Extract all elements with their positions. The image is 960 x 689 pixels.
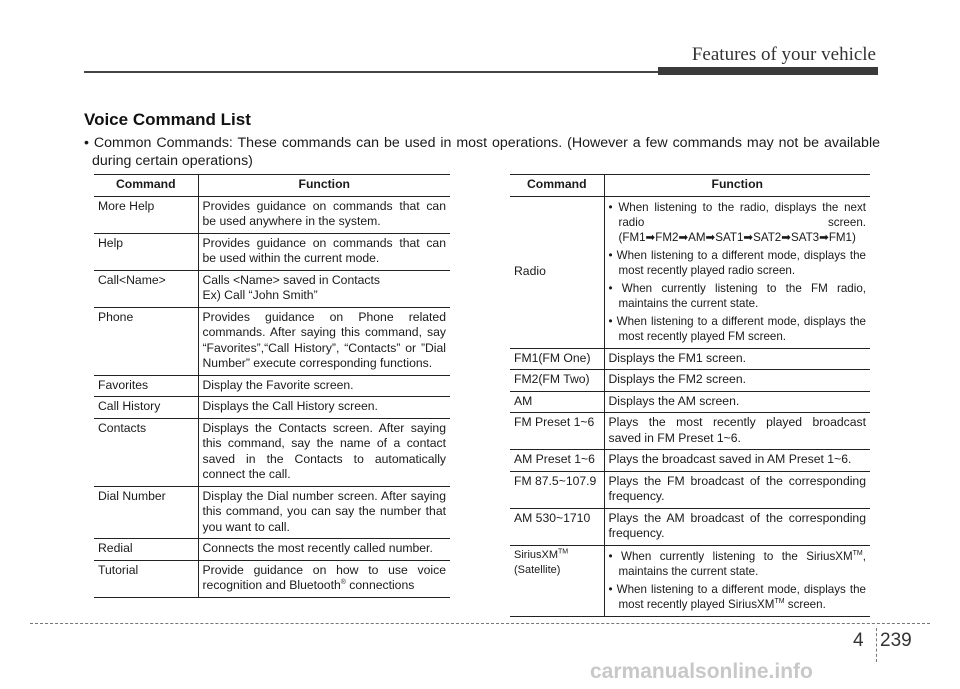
- command-cell: Tutorial: [94, 560, 198, 597]
- column-header-function: Function: [604, 175, 870, 197]
- command-cell: Help: [94, 233, 198, 270]
- table-row: [94, 539, 450, 561]
- command-cell: FM1(FM One): [510, 348, 604, 370]
- command-cell: FM Preset 1~6: [510, 413, 604, 450]
- table-header-row: [510, 175, 870, 197]
- sirius-name: SiriusXM: [514, 548, 559, 561]
- table-row: [94, 560, 450, 597]
- function-cell: Displays the FM2 screen.: [604, 370, 870, 392]
- table-header-row: [94, 175, 450, 197]
- table-row: [94, 233, 450, 270]
- function-cell: Provides guidance on Phone related commands. After saying this command, say “Favorites”,“Call History”, “Contacts” or ”Dial Number” execute corresponding functions.: [198, 307, 450, 375]
- command-cell: AM: [510, 391, 604, 413]
- section-title: Features of your vehicle: [691, 44, 876, 65]
- table-row: [510, 348, 870, 370]
- radio-commands-table: [510, 174, 870, 617]
- function-cell: Display the Dial number screen. After saying this command, you can say the number that you want to call.: [198, 486, 450, 539]
- table-row: [94, 418, 450, 486]
- page-number: 239: [880, 630, 912, 651]
- command-cell: More Help: [94, 196, 198, 233]
- function-cell: Connects the most recently called number.: [198, 539, 450, 561]
- command-cell: Favorites: [94, 375, 198, 397]
- function-cell: Provides guidance on commands that can be used within the current mode.: [198, 233, 450, 270]
- table-row: [510, 391, 870, 413]
- bullet-item: • When listening to a different mode, displays the most recently played SiriusXM™ screen.: [608, 582, 866, 611]
- watermark: carmanualsonline.info: [590, 660, 813, 683]
- sirius-command: [514, 548, 600, 564]
- table-row: [94, 307, 450, 375]
- command-cell: AM 530~1710: [510, 508, 604, 545]
- page-number-divider: [876, 628, 877, 662]
- command-cell: Phone: [94, 307, 198, 375]
- command-cell: Radio: [510, 196, 604, 348]
- bullet-text: When listening to a different mode, displays the most recently played radio screen.: [616, 248, 866, 277]
- table-row: [510, 413, 870, 450]
- function-cell: Displays the Contacts screen. After saying this command, say the name of a contact saved in the Contacts to automatically connect the call.: [198, 418, 450, 486]
- command-cell: FM 87.5~107.9: [510, 471, 604, 508]
- common-commands-table: [94, 174, 450, 598]
- trademark-mark: TM: [852, 549, 863, 557]
- function-cell: Display the Favorite screen.: [198, 375, 450, 397]
- bullet-item: • When listening to the radio, displays the next radio screen. (FM1➡FM2➡AM➡SAT1➡SAT2➡SAT3➡FM1): [608, 200, 867, 244]
- function-cell: [604, 196, 870, 348]
- function-cell: Displays the FM1 screen.: [604, 348, 870, 370]
- intro-paragraph: [84, 134, 880, 170]
- column-header-command: Command: [94, 175, 198, 197]
- function-cell: Plays the FM broadcast of the corresponding frequency.: [604, 471, 870, 508]
- table-row: [94, 270, 450, 307]
- table-row: [510, 508, 870, 545]
- bullet-item: • When listening to a different mode, displays the most recently played radio screen.: [608, 248, 866, 277]
- sirius-command-sub: (Satellite): [514, 564, 561, 576]
- bullet-item: • When listening to a different mode, displays the most recently played FM screen.: [608, 314, 866, 343]
- page-heading: Voice Command List: [84, 110, 251, 129]
- function-text: Provide guidance on how to use voice recognition and Bluetooth: [202, 562, 446, 592]
- bullet-item: • When currently listening to the FM radio, maintains the current state.: [608, 281, 866, 310]
- command-cell: Dial Number: [94, 486, 198, 539]
- bullet-text: When currently listening to the SiriusXM: [621, 549, 853, 563]
- table-row: [94, 375, 450, 397]
- function-cell: [198, 560, 450, 597]
- function-text-tail: connections: [345, 578, 415, 592]
- function-cell: [198, 270, 450, 307]
- table-row: [94, 397, 450, 419]
- function-cell: Plays the most recently played broadcast saved in FM Preset 1~6.: [604, 413, 870, 450]
- bullet-text: When listening to a different mode, displays the most recently played FM screen.: [616, 314, 866, 343]
- trademark-mark: TM: [558, 547, 569, 555]
- header-rule-bar: [658, 67, 878, 75]
- command-cell: Contacts: [94, 418, 198, 486]
- command-cell: Redial: [94, 539, 198, 561]
- chapter-number: 4: [853, 630, 864, 651]
- command-cell: FM2(FM Two): [510, 370, 604, 392]
- table-row: [94, 196, 450, 233]
- function-cell: Plays the AM broadcast of the corresponding frequency.: [604, 508, 870, 545]
- bullet-item: • When currently listening to the SiriusXM™, maintains the current state.: [608, 549, 866, 578]
- bullet-text-tail: , maintains the current state.: [618, 549, 866, 578]
- column-header-function: Function: [198, 175, 450, 197]
- table-row: [510, 450, 870, 472]
- function-cell: Plays the broadcast saved in AM Preset 1~6.: [604, 450, 870, 472]
- trademark-mark: TM: [774, 597, 785, 605]
- column-header-command: Command: [510, 175, 604, 197]
- bullet-text: When currently listening to the FM radio, maintains the current state.: [618, 281, 866, 310]
- table-row: [510, 471, 870, 508]
- intro-text: • Common Commands: These commands can be used in most operations. (However a few commands may not be available during certain operations): [84, 135, 880, 169]
- command-cell: AM Preset 1~6: [510, 450, 604, 472]
- bullet-text: When listening to a different mode, displays the most recently played SiriusXM: [616, 582, 866, 611]
- table-row: [510, 545, 870, 616]
- command-cell: Call<Name>: [94, 270, 198, 307]
- command-cell: [510, 545, 604, 616]
- function-cell: Displays the Call History screen.: [198, 397, 450, 419]
- function-cell: Displays the AM screen.: [604, 391, 870, 413]
- command-cell: Call History: [94, 397, 198, 419]
- bullet-text: When listening to the radio, displays the next radio screen. (FM1➡FM2➡AM➡SAT1➡SAT2➡SAT3➡FM1): [618, 200, 867, 244]
- function-line: Calls <Name> saved in Contacts: [202, 272, 380, 287]
- table-row: [94, 486, 450, 539]
- registered-mark: ®: [340, 578, 346, 586]
- table-row: [510, 196, 870, 348]
- table-row: [510, 370, 870, 392]
- function-example: Ex) Call “John Smith”: [202, 288, 318, 302]
- function-cell: Provides guidance on commands that can be used anywhere in the system.: [198, 196, 450, 233]
- bullet-text-tail: screen.: [784, 597, 826, 611]
- header-rule: [84, 71, 662, 73]
- function-cell: [604, 545, 870, 616]
- footer-rule: [30, 623, 930, 624]
